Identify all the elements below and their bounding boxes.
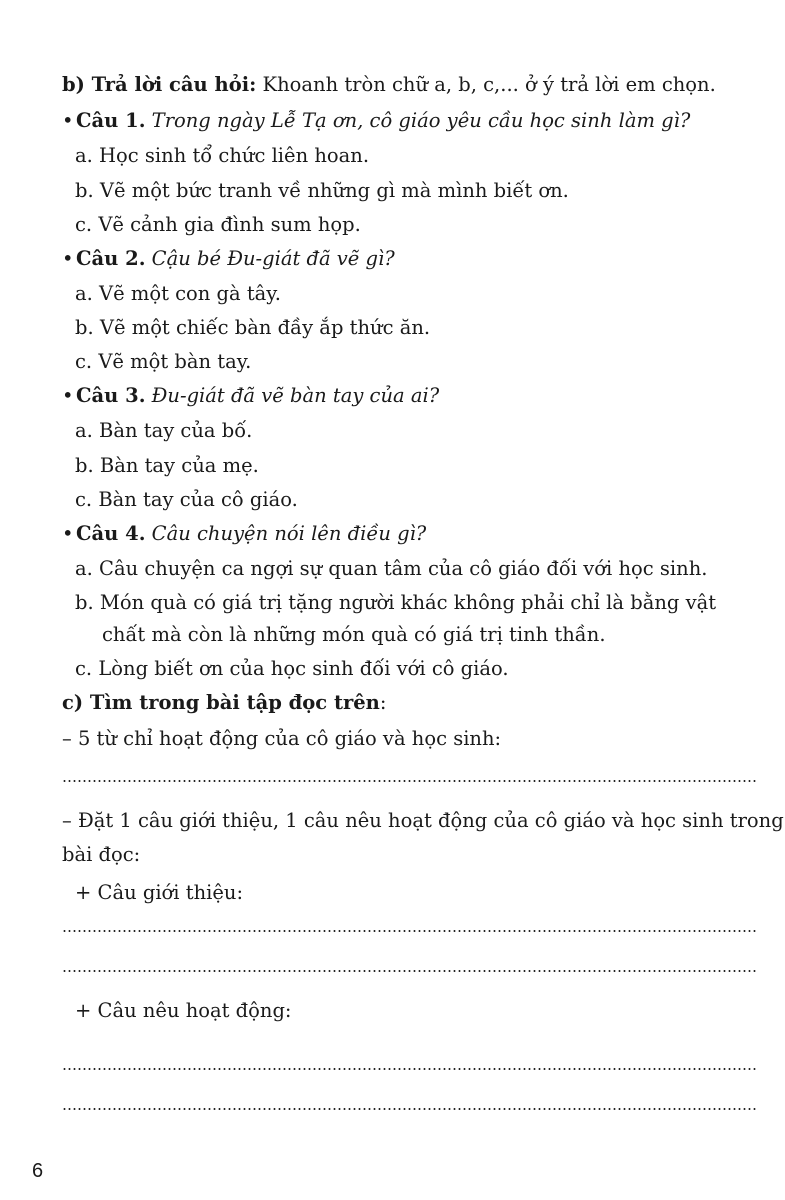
task-2-line-1: – Đặt 1 câu giới thiệu, 1 câu nêu hoạt động của cô giáo và học sinh trong xyxy=(62,809,784,832)
section-b-label: b) Trả lời câu hỏi: xyxy=(62,73,257,96)
bullet-icon: • xyxy=(62,384,74,407)
option-4b[interactable]: b. Món quà có giá trị tặng người khác không phải chỉ là bằng vật xyxy=(75,591,717,614)
section-b-heading xyxy=(62,72,716,98)
option-1a[interactable]: a. Học sinh tổ chức liên hoan. xyxy=(75,144,370,167)
question-text: Cậu bé Đu-giát đã vẽ gì? xyxy=(145,247,395,270)
section-b-instruction: Khoanh tròn chữ a, b, c,... ở ý trả lời em chọn. xyxy=(256,73,716,96)
option-3b[interactable]: b. Bàn tay của mẹ. xyxy=(75,454,259,477)
bullet-icon: • xyxy=(62,522,74,545)
bullet-icon: • xyxy=(62,109,74,132)
sub-task-activity: + Câu nêu hoạt động: xyxy=(75,999,292,1022)
question-1 xyxy=(62,108,690,134)
question-number: Câu 3. xyxy=(76,384,146,407)
section-c-label: c) Tìm trong bài tập đọc trên xyxy=(62,691,380,714)
answer-line[interactable] xyxy=(62,1108,757,1110)
question-2 xyxy=(62,246,395,272)
section-c-colon: : xyxy=(379,691,387,714)
answer-line[interactable] xyxy=(62,930,757,932)
question-number: Câu 2. xyxy=(76,247,146,270)
question-text: Câu chuyện nói lên điều gì? xyxy=(145,522,427,545)
answer-line[interactable] xyxy=(62,780,757,782)
option-2c[interactable]: c. Vẽ một bàn tay. xyxy=(75,350,252,373)
question-text: Đu-giát đã vẽ bàn tay của ai? xyxy=(145,384,440,407)
bullet-icon: • xyxy=(62,247,74,270)
page-number: 6 xyxy=(32,1160,44,1182)
task-2-line-2: bài đọc: xyxy=(62,843,141,866)
question-4 xyxy=(62,521,426,547)
question-text: Trong ngày Lễ Tạ ơn, cô giáo yêu cầu học sinh làm gì? xyxy=(145,109,691,132)
option-3a[interactable]: a. Bàn tay của bố. xyxy=(75,419,253,442)
option-4b-continued: chất mà còn là những món quà có giá trị tinh thần. xyxy=(102,623,606,646)
sub-task-intro: + Câu giới thiệu: xyxy=(75,881,244,904)
option-1c[interactable]: c. Vẽ cảnh gia đình sum họp. xyxy=(75,213,361,236)
answer-line[interactable] xyxy=(62,970,757,972)
option-1b[interactable]: b. Vẽ một bức tranh về những gì mà mình biết ơn. xyxy=(75,179,569,202)
task-1: – 5 từ chỉ hoạt động của cô giáo và học sinh: xyxy=(62,727,502,750)
answer-line[interactable] xyxy=(62,1068,757,1070)
option-4a[interactable]: a. Câu chuyện ca ngợi sự quan tâm của cô giáo đối với học sinh. xyxy=(75,557,708,580)
question-number: Câu 1. xyxy=(76,109,146,132)
question-number: Câu 4. xyxy=(76,522,146,545)
question-3 xyxy=(62,383,439,409)
option-2b[interactable]: b. Vẽ một chiếc bàn đầy ắp thức ăn. xyxy=(75,316,431,339)
section-c-heading xyxy=(62,690,386,716)
option-4c[interactable]: c. Lòng biết ơn của học sinh đối với cô giáo. xyxy=(75,657,509,680)
option-3c[interactable]: c. Bàn tay của cô giáo. xyxy=(75,488,298,511)
option-2a[interactable]: a. Vẽ một con gà tây. xyxy=(75,282,281,305)
